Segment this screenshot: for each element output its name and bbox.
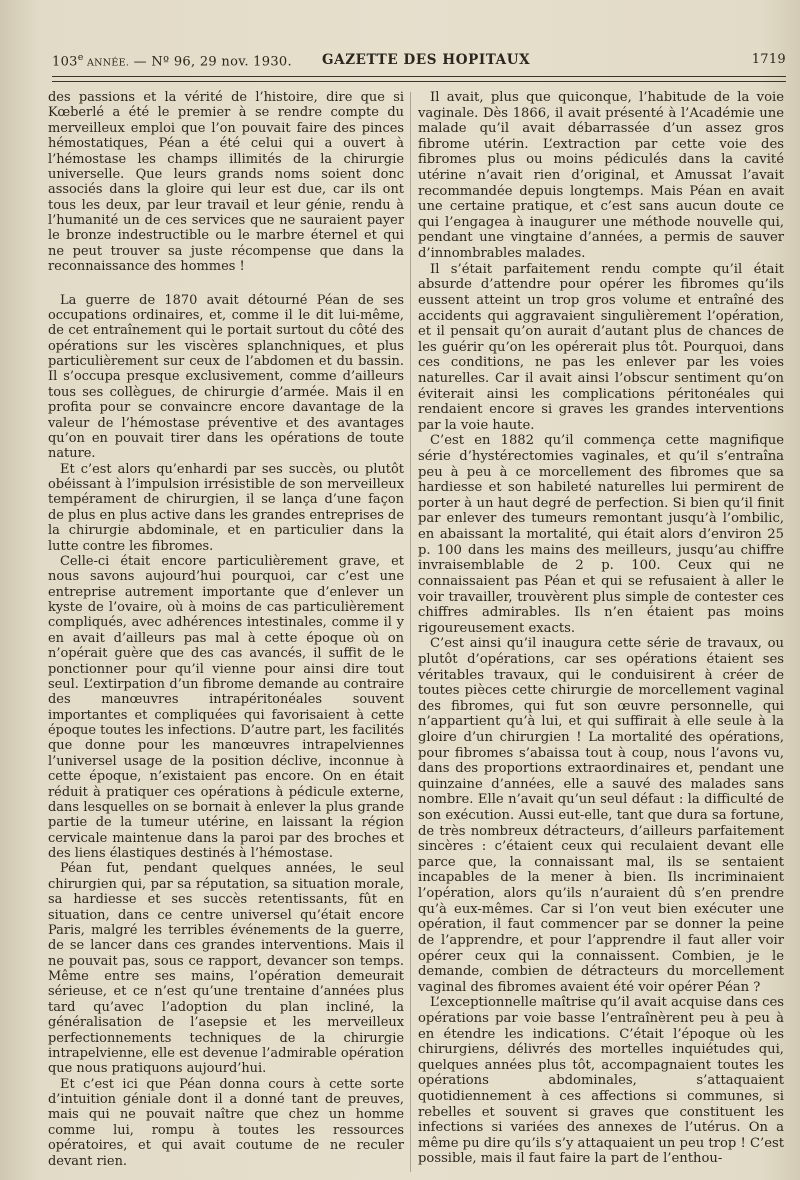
- paragraph: Péan fut, pendant quelques années, le seul chirurgien qui, par sa réputation, sa situation morale, sa hardiesse et ses succès retentissants, fût en situation, dans ce centre universel qu’était encore Paris, malgré les terribles événements de la guerre, de se lancer dans ces grandes interventions. Mais il ne pouvait pas, sous ce rapport, devancer son temps. Même entre ses mains, l’opération demeurait sérieuse, et ce n’est qu’une trentaine d’années plus tard qu’avec l’adoption du plan incliné, la généralisation de l’asepsie et les merveilleux perfectionnements techniques de la chirurgie intrapelvienne, elle est devenue l’admirable opération que nous pratiquons aujourd’hui.: [48, 861, 404, 1077]
- issue-year: 103: [52, 54, 78, 70]
- paragraph: des passions et la vérité de l’histoire, dire que si Kœberlé a été le premier à se rendre compte du merveilleux emploi que l’on pouvait faire des pinces hémostatiques, Péan a été celui qui a ouvert à l’hémostase les champs illimités de la chirurgie universelle. Que leurs grands noms soient donc associés dans la gloire qui leur est due, car ils ont tous les deux, par leur travail et leur génie, rendu à l’humanité un de ces services que ne sauraient payer le bronze indestructible ou le marbre éternel et qui ne peut trouver sa juste récompense que dans la reconnaissance des hommes !: [48, 90, 404, 275]
- journal-title: GAZETTE DES HOPITAUX: [322, 52, 531, 68]
- left-column: [48, 90, 404, 1169]
- issue-date: — Nº 96, 29 nov. 1930.: [129, 54, 292, 70]
- paragraph: Et c’est alors qu’enhardi par ses succès, ou plutôt obéissant à l’impulsion irrésistible de son merveilleux tempérament de chirurgien, il se lança d’une façon de plus en plus active dans les grandes entreprises de la chirurgie abdominale, et en particulier dans la lutte contre les fibromes.: [48, 461, 404, 554]
- page-number: 1719: [751, 52, 786, 67]
- header-rule-top: [52, 76, 786, 77]
- paragraph: La guerre de 1870 avait détourné Péan de ses occupations ordinaires, et, comme il le dit lui-même, de cet entraînement qui le portait surtout du côté des opérations sur les viscères splanchniques, et plus particulièrement sur ceux de l’abdomen et du bassin. Il s’occupa presque exclusivement, comme d’ailleurs tous ses collègues, de chirurgie d’armée. Mais il en profita pour se convaincre encore davantage de la valeur de l’hémostase préventive et des avantages qu’on en pouvait tirer dans les opérations de toute nature.: [48, 292, 404, 462]
- paragraph: Celle-ci était encore particulièrement grave, et nous savons aujourd’hui pourquoi, car c’est une entreprise autrement importante que d’enlever un kyste de l’ovaire, où à moins de cas particulièrement compliqués, avec adhérences intestinales, comme il y en avait d’ailleurs pas mal à cette époque où on n’opérait guère que des cas avancés, il suffit de le ponctionner pour qu’il vienne pour ainsi dire tout seul. L’extirpation d’un fibrome demande au contraire des manœuvres intrapéritonéales souvent importantes et compliquées qui favorisaient à cette époque toutes les infections. D’autre part, les facilités que donne pour les manœuvres intrapelviennes l’universel usage de la position déclive, inconnue à cette époque, n’existaient pas encore. On en était réduit à pratiquer ces opérations à pédicule externe, dans lesquelles on se bornait à enlever la plus grande partie de la tumeur utérine, en laissant la région cervicale maintenue dans la paroi par des broches et des liens élastiques destinés à l’hémostase.: [48, 553, 404, 861]
- header-rule-bottom: [52, 81, 786, 82]
- paragraph: Il avait, plus que quiconque, l’habitude de la voie vaginale. Dès 1866, il avait présenté à l’Académie une malade qu’il avait débarrassée d’un assez gros fibrome utérin. L’extraction par cette voie des fibromes plus ou moins pédiculés dans la cavité utérine n’avait rien d’original, et Amussat l’avait recommandée depuis longtemps. Mais Péan en avait une certaine pratique, et c’est sans aucun doute ce qui l’engagea à inaugurer une méthode nouvelle qui, pendant une vingtaine d’années, a permis de sauver d’innombrables malades.: [418, 90, 784, 262]
- issue-line: [52, 52, 292, 69]
- paragraph: C’est ainsi qu’il inaugura cette série de travaux, ou plutôt d’opérations, car ses opérations étaient ses véritables travaux, qui le conduisirent à créer de toutes pièces cette chirurgie de morcellement vaginal des fibromes, qui fut son œuvre personnelle, qui n’appartient qu’à lui, et qui suffirait à elle seule à la gloire d’un chirurgien ! La mortalité des opérations, pour fibromes s’abaissa tout à coup, nous l’avons vu, dans des proportions extraordinaires et, pendant une quinzaine d’années, elle a sauvé des malades sans nombre. Elle n’avait qu’un seul défaut : la difficulté de son exécution. Aussi eut-elle, tant que dura sa fortune, de très nombreux détracteurs, d’ailleurs parfaitement sincères : c’étaient ceux qui reculaient devant elle parce que, la connaissant mal, ils se sentaient incapables de la mener à bien. Ils incriminaient l’opération, alors qu’ils n’auraient dû s’en prendre qu’à eux-mêmes. Car si l’on veut bien exécuter une opération, il faut commencer par se donner la peine de l’apprendre, et pour l’apprendre il faut aller voir opérer ceux qui la connaissent. Combien, je le demande, combien de détracteurs du morcellement vaginal des fibromes avaient été voir opérer Péan ?: [418, 636, 784, 995]
- issue-superscript: e: [77, 52, 84, 63]
- paragraph: Il s’était parfaitement rendu compte qu’il était absurde d’attendre pour opérer les fibromes qu’ils eussent atteint un trop gros volume et entraîné des accidents qui aggravaient singulièrement l’opération, et il pensait qu’on aurait d’autant plus de chances de les guérir qu’on les opérerait plus tôt. Pourquoi, dans ces conditions, ne pas les enlever par les voies naturelles. Car il avait ainsi l’obscur sentiment qu’on éviterait ainsi les complications péritonéales qui rendaient encore si graves les grandes interventions par la voie haute.: [418, 261, 784, 433]
- page-header: [52, 48, 786, 72]
- paragraph: L’exceptionnelle maîtrise qu’il avait acquise dans ces opérations par voie basse l’entraînèrent peu à peu à en étendre les indications. C’était l’époque où les chirurgiens, délivrés des mortelles inquiétudes qui, quelques années plus tôt, accompagnaient toutes les opérations abdominales, s’attaquaient quotidiennement à ces affections si communes, si rebelles et souvent si graves que constituent les infections si variées des annexes de l’utérus. On a même pu dire qu’ils s’y attaquaient un peu trop ! C’est possible, mais il faut faire la part de l’enthou-: [418, 995, 784, 1167]
- right-column: [418, 90, 784, 1167]
- paragraph: Et c’est ici que Péan donna cours à cette sorte d’intuition géniale dont il a donné tant de preuves, mais qui ne pouvait naître que chez un homme comme lui, rompu à toutes les ressources opératoires, et qui avait coutume de ne reculer devant rien.: [48, 1076, 404, 1169]
- issue-word: ANNÉE.: [83, 57, 130, 69]
- paragraph: C’est en 1882 qu’il commença cette magnifique série d’hystérectomies vaginales, et qu’il s’entraîna peu à peu à ce morcellement des fibromes que sa hardiesse et son habileté naturelles lui permirent de porter à un haut degré de perfection. Si bien qu’il finit par enlever des tumeurs remontant jusqu’à l’ombilic, en abaissant la mortalité, qui était alors d’environ 25 p. 100 dans les mains des meilleurs, jusqu’au chiffre invraisemblable de 2 p. 100. Ceux qui ne connaissaient pas Péan et qui se refusaient à aller le voir travailler, trouvèrent plus simple de contester ces chiffres admirables. Ils n’en étaient pas moins rigoureusement exacts.: [418, 433, 784, 636]
- column-divider: [410, 92, 411, 1172]
